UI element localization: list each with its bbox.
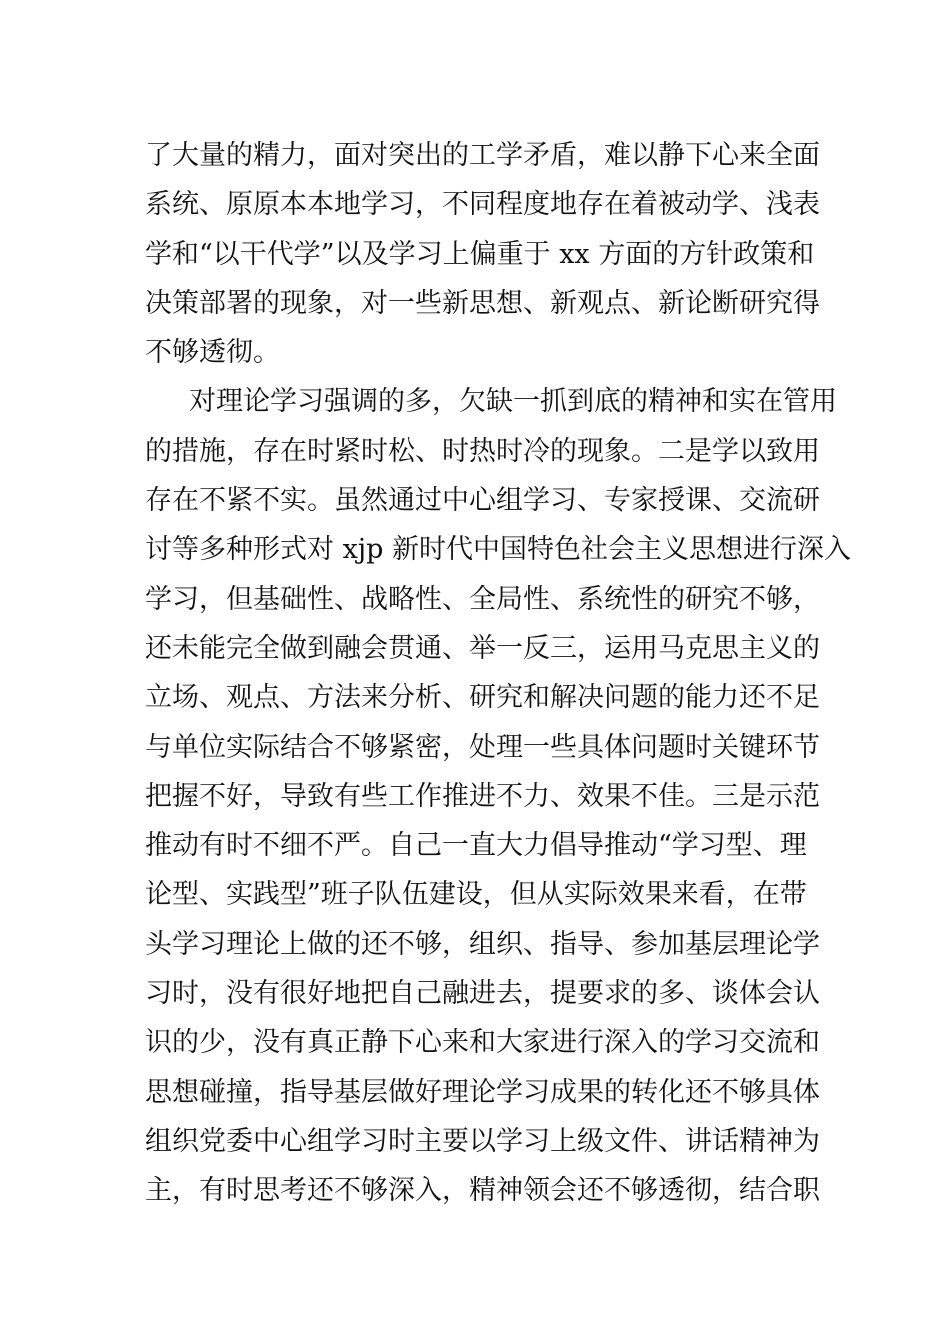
text-line: 了大量的精力，面对突出的工学矛盾，难以静下心来全面 [145,140,820,171]
document-body [145,131,852,1216]
paragraph-1 [145,131,820,377]
text-line: 推动有时不细不严。自己一直大力倡导推动“学习型、理 [145,830,807,862]
text-line: 论型、实践型”班子队伍建设，但从实际效果来看，在带 [145,879,807,911]
paragraph-2 [145,377,852,1215]
text-line: 学习，但基础性、战略性、全局性、系统性的研究不够， [145,583,820,615]
text-line: 对理论学习强调的多，欠缺一抓到底的精神和实在管用 [189,386,837,418]
text-line: 识的少，没有真正静下心来和大家进行深入的学习交流和 [145,1027,820,1059]
text-line: 决策部署的现象，对一些新思想、新观点、新论断研究得 [145,287,820,319]
text-line: 主，有时思考还不够深入，精神领会还不够透彻，结合职 [145,1175,820,1207]
text-line: 存在不紧不实。虽然通过中心组学习、专家授课、交流研 [145,485,820,517]
text-line: 讨等多种形式对 xjp 新时代中国特色社会主义思想进行深入 [145,534,852,566]
text-line: 还未能完全做到融会贯通、举一反三，运用马克思主义的 [145,632,820,664]
text-line: 的措施，存在时紧时松、时热时冷的现象。二是学以致用 [145,435,820,467]
text-line: 思想碰撞，指导基层做好理论学习成果的转化还不够具体 [145,1076,820,1108]
text-line: 系统、原原本本地学习，不同程度地存在着被动学、浅表 [145,189,820,221]
text-line: 习时，没有很好地把自己融进去，提要求的多、谈体会认 [145,978,820,1010]
text-line: 学和“以干代学”以及学习上偏重于 xx 方面的方针政策和 [145,238,815,270]
text-line: 不够透彻。 [145,337,280,369]
text-line: 与单位实际结合不够紧密，处理一些具体问题时关键环节 [145,731,820,763]
text-line: 把握不好，导致有些工作推进不力、效果不佳。三是示范 [145,780,820,812]
text-line: 立场、观点、方法来分析、研究和解决问题的能力还不足 [145,682,820,714]
text-line: 头学习理论上做的还不够，组织、指导、参加基层理论学 [145,928,820,960]
text-line: 组织党委中心组学习时主要以学习上级文件、讲话精神为 [145,1125,820,1157]
